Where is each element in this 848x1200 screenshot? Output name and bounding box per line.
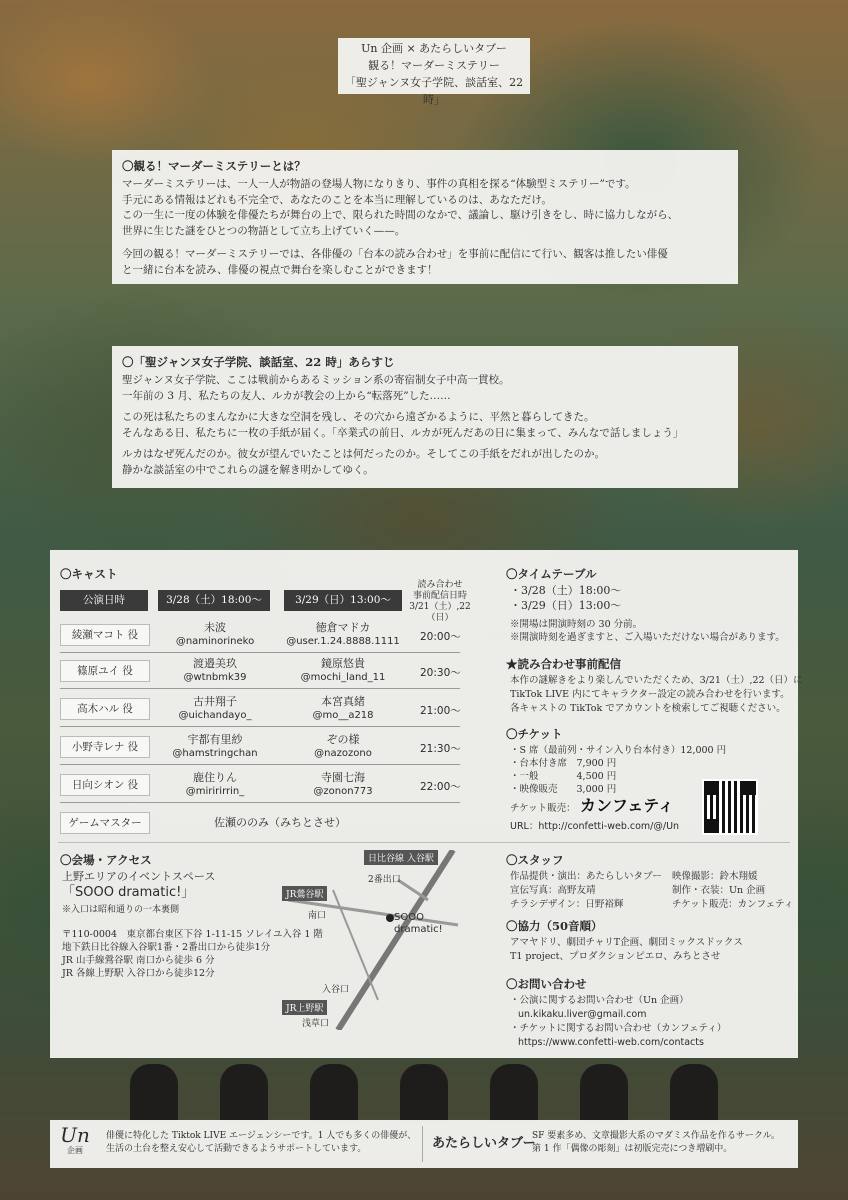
timetable-heading: 〇タイムテーブル	[506, 567, 597, 581]
contact-heading: 〇お問い合わせ	[506, 977, 587, 991]
student-silhouette	[400, 1064, 448, 1122]
map-uguisudani-station: JR鶯谷駅	[282, 886, 327, 901]
perf-label: 公演日時	[60, 590, 148, 611]
read-time: 21:30〜	[420, 743, 461, 755]
synopsis-line: ルカはなぜ死んだのか。彼女が望んでいたことは何だったのか。そしてこの手紙をだれが出したのか。	[122, 448, 605, 460]
map-exit-2: 2番出口	[368, 875, 401, 885]
read-header-2: 事前配信日時	[412, 591, 467, 601]
title-box	[338, 38, 530, 106]
synopsis-line: 静かな談話室の中でこれらの謎を解き明かしてゆく。	[122, 463, 374, 476]
cast-b	[278, 657, 408, 685]
cast-b	[278, 621, 408, 649]
taboo-logo: あたらしいタブー	[432, 1136, 536, 1151]
cast-b	[278, 733, 408, 761]
synopsis-panel	[112, 346, 738, 488]
ticket-item: ・一般 4,500 円	[510, 771, 617, 782]
cast-name: 未波	[204, 621, 226, 634]
staff-credit: 宣伝写真：高野友靖	[510, 885, 596, 896]
staff-credit: 作品提供・演出：あたらしいタブー	[510, 871, 662, 882]
title-line-2: 観る！マーダーミステリー	[368, 59, 500, 72]
student-silhouette	[310, 1064, 358, 1122]
cast-heading: 〇キャスト	[60, 567, 118, 581]
about-line: 手元にある情報はどれも不完全で、あなたのことを本当に理解しているのは、あなただけ。	[122, 193, 552, 206]
student-silhouette	[670, 1064, 718, 1122]
staff-heading: 〇スタッフ	[506, 853, 564, 867]
venue-access: JR 各線上野駅 入谷口から徒歩12分	[62, 968, 215, 979]
read-time: 21:00〜	[420, 705, 461, 717]
qr-code-icon[interactable]	[702, 779, 758, 835]
student-silhouette	[580, 1064, 628, 1122]
cast-name: ぞの様	[326, 733, 360, 746]
timetable-item: ・3/28（土）18:00〜	[510, 584, 622, 597]
ticket-item: ・S 席（最前列・サイン入り台本付き）12,000 円	[510, 745, 727, 756]
staff-credit: チケット販売：カンフェティ	[672, 899, 794, 910]
ticket-heading: 〇チケット	[506, 727, 563, 741]
read-header-1: 読み合わせ	[417, 580, 463, 590]
row-divider	[60, 652, 460, 653]
cast-name: 本宮真緒	[321, 695, 365, 708]
about-panel	[112, 150, 738, 284]
coop-line: T1 project、プロダクションピエロ、みちとさせ	[510, 951, 721, 962]
cast-id: @uichandayo_	[178, 710, 252, 721]
cast-name: 徳倉マドカ	[315, 621, 371, 634]
row-divider	[60, 688, 460, 689]
cast-name: 鏡原悠貴	[321, 657, 365, 670]
cast-id: @wtnbmk39	[183, 672, 247, 683]
un-description: 生活の土台を整え安心して活動できるようサポートしています。	[106, 1144, 367, 1154]
un-logo	[60, 1124, 90, 1156]
map-asakusa-exit: 浅草口	[302, 1019, 330, 1029]
un-logo-sub: 企画	[67, 1146, 83, 1155]
cast-name: 鹿住りん	[193, 771, 237, 784]
cast-a	[150, 695, 280, 723]
students-photo	[120, 1062, 740, 1122]
about-line: マーダーミステリーは、一人一人が物語の登場人物になりきり、事件の真相を探る“体験型ミステリー”です。	[122, 178, 636, 190]
about-heading: 〇観る！マーダーミステリーとは？	[122, 159, 306, 173]
footer-divider	[422, 1126, 423, 1162]
about-line: と一緒に台本を読み、俳優の視点で舞台を楽しむことができます！	[122, 263, 438, 276]
staff-credit: 映像撮影：鈴木翔媛	[672, 871, 758, 882]
cast-id: @nazozono	[314, 748, 372, 759]
row-divider	[60, 726, 460, 727]
student-silhouette	[130, 1064, 178, 1122]
cast-name: 宇都有里紗	[187, 733, 243, 746]
read-time: 22:00〜	[420, 781, 461, 793]
ticket-url[interactable]: URL：http://confetti-web.com/@/Un	[510, 821, 680, 832]
coop-line: アマヤドリ、劇団チャリT企画、劇団ミックスドックス	[510, 937, 743, 948]
venue-access: 地下鉄日比谷線入谷駅1番・2番出口から徒歩1分	[62, 942, 271, 953]
synopsis-heading: 〇「聖ジャンヌ女子学院、談話室、22 時」あらすじ	[122, 355, 395, 369]
access-map	[278, 850, 468, 1030]
title-line-1: Un 企画 × あたらしいタブー	[361, 42, 507, 55]
venue-address: 〒110-0004 東京都台東区下谷 1-11-15 ソレイユ入谷 1 階	[62, 929, 323, 940]
contact-line: ・チケットに関するお問い合わせ（カンフェティ）	[510, 1023, 727, 1034]
reading-heading: ★読み合わせ事前配信	[506, 657, 621, 671]
cast-name: 渡邉美玖	[193, 657, 237, 670]
student-silhouette	[490, 1064, 538, 1122]
timetable-item: ・3/29（日）13:00〜	[510, 599, 622, 612]
cast-id: @naminorineko	[175, 636, 255, 647]
venue-note: ※入口は昭和通りの一本裏側	[62, 905, 180, 915]
read-header-3: 3/21（土）,22（日）	[409, 602, 471, 623]
taboo-description: 第 1 作「偶像の彫刻」は初版完売につき増刷中。	[532, 1144, 733, 1154]
role-label: 篠原ユイ 役	[60, 660, 150, 682]
read-time: 20:30〜	[420, 667, 461, 679]
reading-line: 本作の謎解きをより楽しんでいただくため、3/21（土）,22（日）に	[510, 675, 803, 686]
cast-b	[278, 695, 408, 723]
map-south-exit: 南口	[308, 911, 327, 921]
cast-a	[150, 657, 280, 685]
timetable-note: ※開演時刻を過ぎますと、ご入場いただけない場合があります。	[510, 632, 785, 643]
timetable-note: ※開場は開演時刻の 30 分前。	[510, 619, 643, 630]
map-destination: SOOO dramatic!	[394, 912, 443, 935]
role-label: 小野寺レナ 役	[60, 736, 150, 758]
un-logo-text: Un	[60, 1123, 90, 1147]
ticket-sales-label: チケット販売：	[510, 803, 576, 814]
role-label: 綾瀬マコト 役	[60, 624, 150, 646]
read-header	[404, 580, 476, 624]
date-header-1: 3/28（土）18:00〜	[158, 590, 270, 611]
section-divider	[58, 842, 790, 843]
about-line: 今回の観る！マーダーミステリーでは、各俳優の「台本の読み合わせ」を事前に配信にて行い、観客は推したい俳優	[122, 248, 668, 260]
cast-id: @mochi_land_11	[300, 672, 386, 683]
venue-name: 「SOOO dramatic!」	[62, 885, 195, 900]
date-header-2: 3/29（日）13:00〜	[284, 590, 402, 611]
staff-credit: チラシデザイン：日野裕輝	[510, 899, 624, 910]
title-line-3: 「聖ジャンヌ女子学院、談話室、22 時」	[344, 76, 524, 106]
cast-b	[278, 771, 408, 799]
about-line: この一生に一度の体験を俳優たちが舞台の上で、限られた時間のなかで、議論し、駆け引きをし、時に協力しながら、	[122, 209, 679, 221]
synopsis-line: 一年前の 3 月、私たちの友人、ルカが教会の上から“転落死”した……	[122, 389, 451, 402]
cast-a	[150, 771, 280, 799]
role-label: 高木ハル 役	[60, 698, 150, 720]
map-hibiya-station: 日比谷線 入谷駅	[364, 850, 438, 865]
contact-url[interactable]: https://www.confetti-web.com/contacts	[518, 1037, 704, 1048]
cast-name: 寺園七海	[321, 771, 365, 784]
role-label: 日向シオン 役	[60, 774, 150, 796]
synopsis-line: この死は私たちのまんなかに大きな空洞を残し、その穴から遠ざかるように、平然と暮らしてきた。	[122, 411, 595, 423]
contact-line: ・公演に関するお問い合わせ（Un 企画）	[510, 995, 689, 1006]
about-line: 世界に生じた謎をひとつの物語として立ち上げていく——。	[122, 224, 406, 237]
cast-a	[150, 621, 280, 649]
cast-id: @hamstringchan	[172, 748, 258, 759]
venue-access: JR 山手線鶯谷駅 南口から徒歩 6 分	[62, 955, 215, 966]
row-divider	[60, 764, 460, 765]
venue-line: 上野エリアのイベントスペース	[62, 870, 216, 883]
un-description: 俳優に特化した Tiktok LIVE エージェンシーです。1 人でも多くの俳優が、	[106, 1131, 417, 1141]
confetti-logo[interactable]: カンフェティ	[580, 796, 674, 815]
cast-id: @zonon773	[313, 786, 373, 797]
gm-role-label: ゲームマスター	[60, 812, 150, 834]
taboo-description: SF 要素多め、文章撮影大系のマダミス作品を作るサークル。	[532, 1131, 780, 1141]
coop-heading: 〇協力（50音順）	[506, 919, 603, 933]
synopsis-line: そんなある日、私たちに一枚の手紙が届く。「卒業式の前日、ルカが死んだあの日に集まって、みんなで話しましょう」	[122, 426, 684, 439]
student-silhouette	[220, 1064, 268, 1122]
footer-panel	[50, 1120, 798, 1168]
ticket-item: ・映像販売 3,000 円	[510, 784, 617, 795]
read-time: 20:00〜	[420, 631, 461, 643]
venue-heading: 〇会場・アクセス	[60, 853, 152, 867]
map-iriya-exit: 入谷口	[322, 985, 350, 995]
map-ueno-station: JR上野駅	[282, 1000, 327, 1015]
synopsis-line: 聖ジャンヌ女子学院、ここは戦前からあるミッション系の寄宿制女子中高一貫校。	[122, 374, 510, 386]
cast-id: @mo__a218	[312, 710, 374, 721]
gm-name: 佐瀬ののみ（みちとさせ）	[214, 816, 346, 829]
cast-id: @user.1.24.8888.1111	[286, 636, 400, 647]
ticket-item: ・台本付き席 7,900 円	[510, 758, 617, 769]
reading-line: TikTok LIVE 内にてキャラクター設定の読み合わせを行います。	[510, 689, 790, 700]
cast-a	[150, 733, 280, 761]
cast-name: 古井翔子	[193, 695, 237, 708]
cast-id: @miririrrin_	[185, 786, 245, 797]
staff-credit: 制作・衣装：Un 企画	[672, 885, 766, 896]
row-divider	[60, 802, 460, 803]
reading-line: 各キャストの TikTok でアカウントを検索してご視聴ください。	[510, 703, 786, 714]
contact-email[interactable]: un.kikaku.liver@gmail.com	[518, 1009, 647, 1020]
